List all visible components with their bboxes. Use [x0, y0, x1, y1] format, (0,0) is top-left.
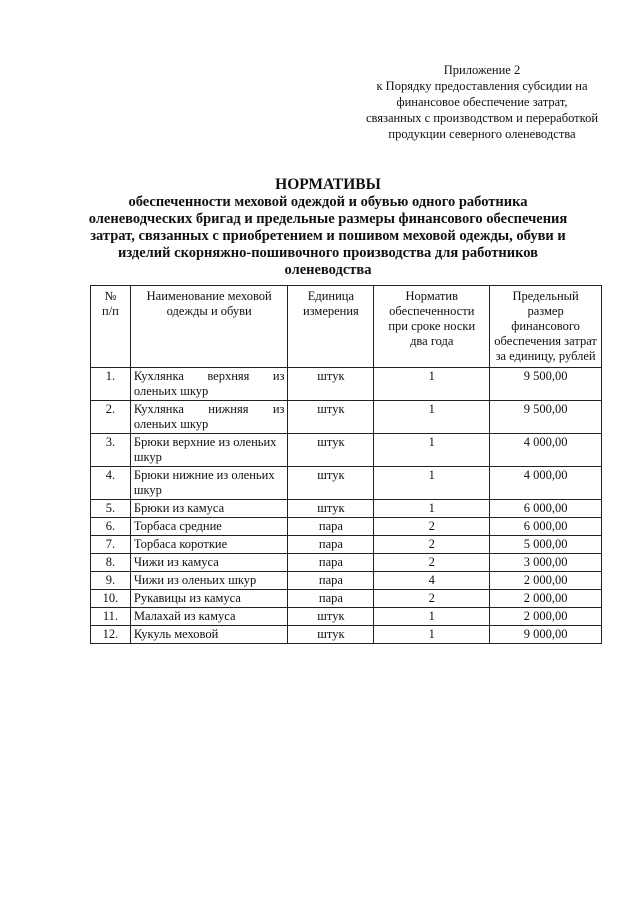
cell-norm: 2: [374, 554, 490, 572]
cell-norm: 1: [374, 500, 490, 518]
header-price: [490, 286, 602, 368]
cell-norm: 1: [374, 368, 490, 401]
cell-price: 2 000,00: [490, 590, 602, 608]
table-row: [91, 401, 602, 434]
cell-norm: 1: [374, 626, 490, 644]
cell-unit: штук: [288, 500, 374, 518]
cell-num: 10.: [91, 590, 131, 608]
cell-norm: 1: [374, 608, 490, 626]
cell-num: 8.: [91, 554, 131, 572]
header-text: измерения: [302, 304, 359, 318]
cell-norm: 1: [374, 401, 490, 434]
cell-price: 2 000,00: [490, 608, 602, 626]
header-text: п/п: [102, 304, 119, 318]
table-row: [91, 368, 602, 401]
cell-price: 5 000,00: [490, 536, 602, 554]
cell-norm: 2: [374, 590, 490, 608]
appendix-header: [352, 62, 612, 142]
table-row: [91, 536, 602, 554]
cell-num: 4.: [91, 467, 131, 500]
appendix-line: продукции северного оленеводства: [388, 127, 576, 141]
table-row: [91, 626, 602, 644]
cell-num: 9.: [91, 572, 131, 590]
cell-num: 6.: [91, 518, 131, 536]
title-subtitle-line: оленеводческих бригад и предельные размеры финансового обеспечения: [88, 211, 568, 227]
cell-price: 3 000,00: [490, 554, 602, 572]
cell-unit: пара: [288, 554, 374, 572]
cell-name: Брюки из камуса: [130, 500, 288, 518]
cell-num: 12.: [91, 626, 131, 644]
appendix-line: связанных с производством и переработкой: [365, 111, 599, 125]
appendix-line: Приложение 2: [443, 63, 521, 77]
title-subtitle-line: оленеводства: [284, 262, 372, 278]
cell-num: 2.: [91, 401, 131, 434]
table-row: [91, 608, 602, 626]
cell-norm: 2: [374, 536, 490, 554]
header-text: одежды и обуви: [166, 304, 252, 318]
cell-name: Торбаса короткие: [130, 536, 288, 554]
cell-name: Чижи из камуса: [130, 554, 288, 572]
header-text: при сроке носки: [388, 319, 476, 333]
cell-name: Брюки верхние из оленьих шкур: [130, 434, 288, 467]
norms-table: [90, 285, 602, 644]
appendix-line: финансовое обеспечение затрат,: [396, 95, 568, 109]
table-row: [91, 467, 602, 500]
cell-price: 2 000,00: [490, 572, 602, 590]
table-row: [91, 590, 602, 608]
table-row: [91, 554, 602, 572]
cell-price: 9 000,00: [490, 626, 602, 644]
cell-name: Чижи из оленьих шкур: [130, 572, 288, 590]
cell-price: 9 500,00: [490, 368, 602, 401]
table-row: [91, 434, 602, 467]
header-norm: [374, 286, 490, 368]
cell-norm: 4: [374, 572, 490, 590]
cell-price: 9 500,00: [490, 401, 602, 434]
header-text: два года: [410, 334, 454, 348]
cell-name: Кухлянка нижняя из оленьих шкур: [130, 401, 288, 434]
cell-price: 6 000,00: [490, 500, 602, 518]
header-text: №: [104, 289, 117, 303]
title-main: НОРМАТИВЫ: [275, 176, 381, 193]
cell-norm: 1: [374, 434, 490, 467]
header-unit: [288, 286, 374, 368]
header-text: Единица: [307, 289, 355, 303]
cell-name: Малахай из камуса: [130, 608, 288, 626]
cell-unit: штук: [288, 467, 374, 500]
header-text: Норматив: [405, 289, 458, 303]
header-num: [91, 286, 131, 368]
title-subtitle-line: изделий скорняжно-пошивочного производства для работников: [117, 245, 538, 261]
table-header-row: [91, 286, 602, 368]
cell-num: 7.: [91, 536, 131, 554]
cell-unit: пара: [288, 572, 374, 590]
title-subtitle-line: обеспеченности меховой одеждой и обувью одного работника: [128, 194, 528, 210]
cell-norm: 1: [374, 467, 490, 500]
table-row: [91, 518, 602, 536]
cell-name: Брюки нижние из оленьих шкур: [130, 467, 288, 500]
cell-unit: штук: [288, 608, 374, 626]
cell-unit: пара: [288, 518, 374, 536]
cell-name: Кукуль меховой: [130, 626, 288, 644]
cell-unit: штук: [288, 434, 374, 467]
document-title: [78, 176, 578, 279]
cell-price: 4 000,00: [490, 434, 602, 467]
cell-name: Кухлянка верхняя из оленьих шкур: [130, 368, 288, 401]
table-row: [91, 572, 602, 590]
cell-num: 3.: [91, 434, 131, 467]
cell-name: Торбаса средние: [130, 518, 288, 536]
header-text: Предельный размер: [512, 289, 579, 318]
header-text: за единицу, рублей: [495, 349, 596, 363]
cell-num: 11.: [91, 608, 131, 626]
cell-unit: пара: [288, 590, 374, 608]
cell-unit: штук: [288, 401, 374, 434]
header-text: финансового: [511, 319, 580, 333]
appendix-line: к Порядку предоставления субсидии на: [376, 79, 588, 93]
title-subtitle-line: затрат, связанных с приобретением и пошивом меховой одежды, обуви и: [90, 228, 566, 244]
cell-price: 6 000,00: [490, 518, 602, 536]
cell-unit: штук: [288, 368, 374, 401]
cell-unit: пара: [288, 536, 374, 554]
header-name: [130, 286, 288, 368]
cell-num: 1.: [91, 368, 131, 401]
header-text: обеспечения затрат: [494, 334, 597, 348]
cell-name: Рукавицы из камуса: [130, 590, 288, 608]
cell-unit: штук: [288, 626, 374, 644]
title-subtitle: [78, 194, 578, 279]
cell-num: 5.: [91, 500, 131, 518]
header-text: Наименование меховой: [146, 289, 272, 303]
table-row: [91, 500, 602, 518]
header-text: обеспеченности: [389, 304, 475, 318]
cell-norm: 2: [374, 518, 490, 536]
cell-price: 4 000,00: [490, 467, 602, 500]
